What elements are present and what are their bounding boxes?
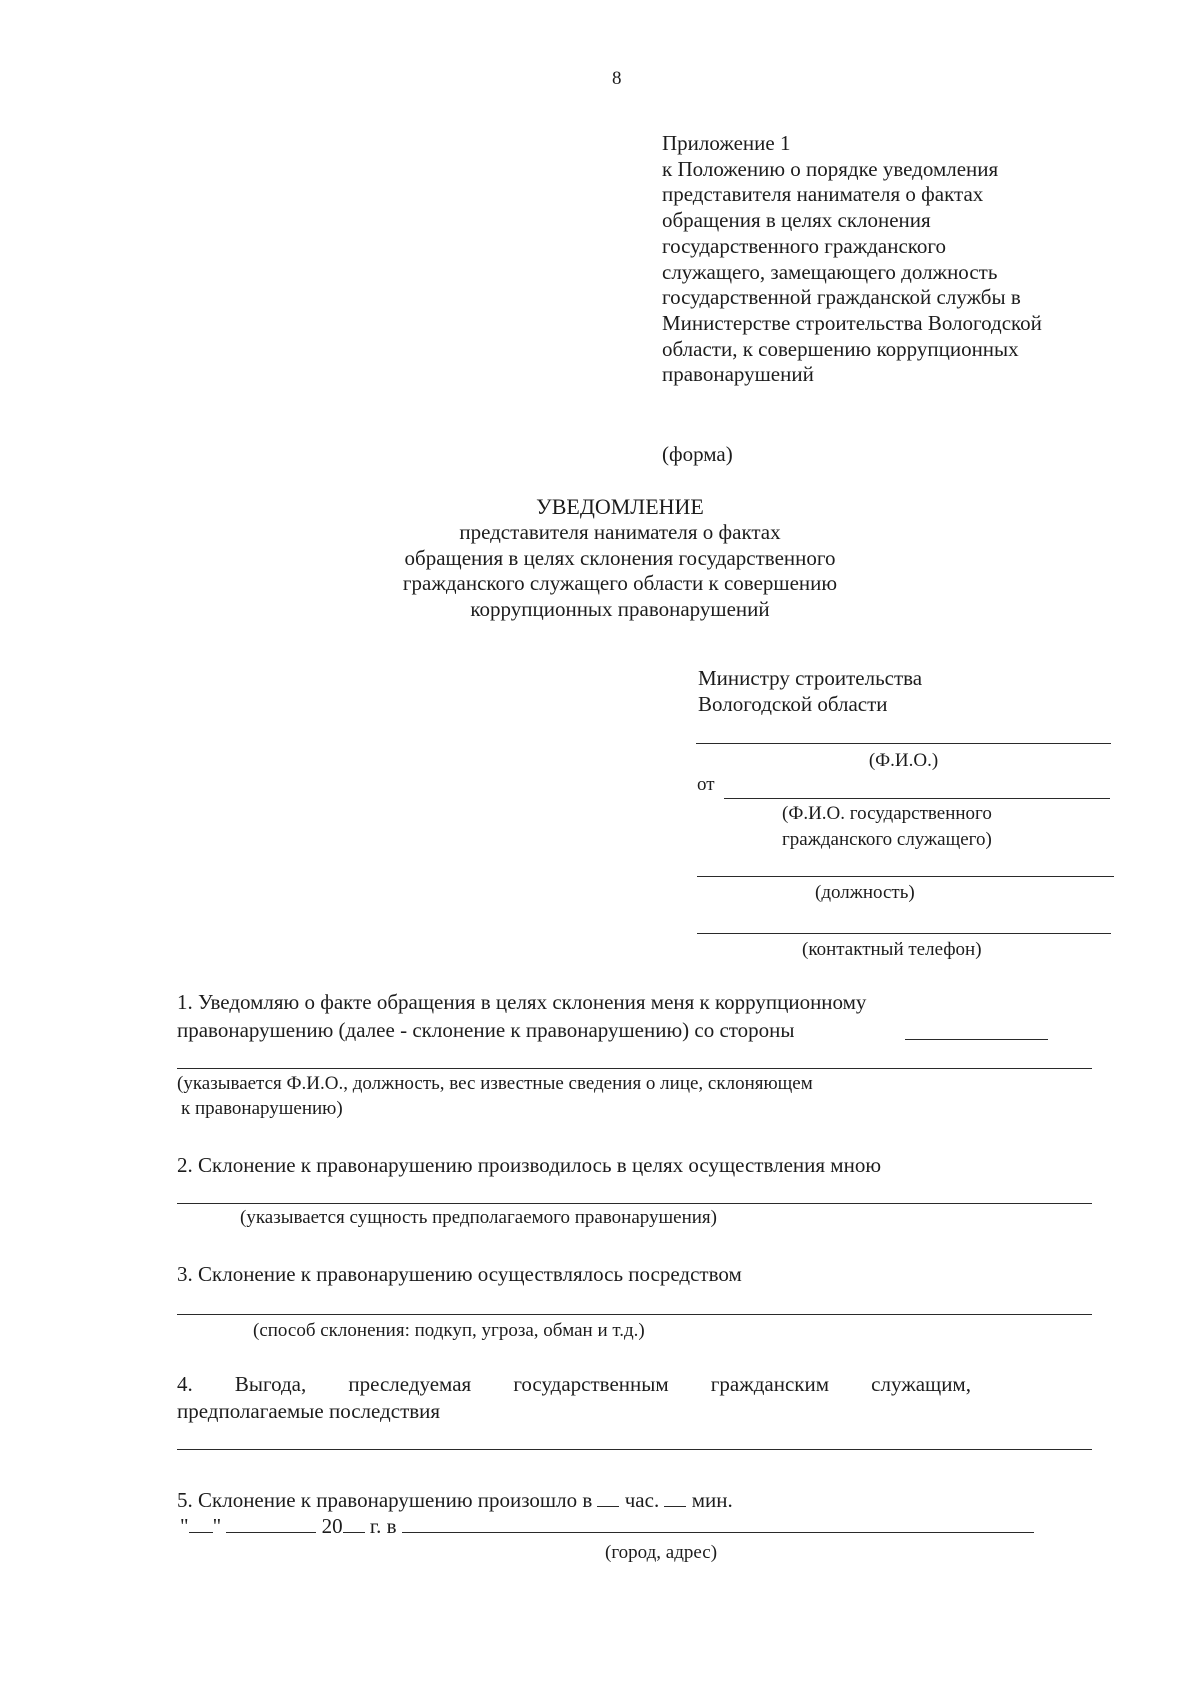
addressee [698, 665, 922, 717]
hour-label: час. [624, 1488, 660, 1512]
item4-field-line[interactable] [177, 1449, 1092, 1450]
item3-caption: (способ склонения: подкуп, угроза, обман и т.д.) [253, 1320, 645, 1341]
year-prefix: 20 [321, 1514, 343, 1538]
appendix-line: области, к совершению коррупционных [662, 336, 1019, 361]
document-title: УВЕДОМЛЕНИЕ [536, 494, 704, 519]
item3-line: 3. Склонение к правонарушению осуществлялось посредством [177, 1262, 742, 1286]
item2-line: 2. Склонение к правонарушению производилось в целях осуществления мною [177, 1153, 882, 1177]
place-caption: (город, адрес) [605, 1542, 718, 1563]
item2-field-line[interactable] [177, 1203, 1092, 1204]
item4-word: служащим, [871, 1372, 971, 1396]
item1-line2: правонарушению (далее - склонение к правонарушению) со стороны [177, 1018, 795, 1042]
day-field[interactable] [189, 1514, 213, 1533]
item4-line2: предполагаемые последствия [177, 1399, 441, 1423]
appendix-line: Министерстве строительства Вологодской [662, 310, 1042, 335]
item4-word: гражданским [710, 1372, 830, 1396]
from-caption-line: (Ф.И.О. государственного [782, 803, 992, 824]
appendix-line: государственного гражданского [662, 233, 947, 258]
item5-text: 5. Склонение к правонарушению произошло в [177, 1488, 593, 1512]
position-field-line[interactable] [697, 876, 1114, 877]
from-caption [782, 801, 992, 853]
phone-caption: (контактный телефон) [802, 939, 982, 960]
fio-caption: (Ф.И.О.) [868, 750, 939, 771]
minute-label: мин. [691, 1488, 733, 1512]
subtitle-line: гражданского служащего области к совершению [402, 571, 838, 595]
appendix-line: служащего, замещающего должность [662, 259, 998, 284]
page-number: 8 [612, 68, 622, 89]
hour-field[interactable] [597, 1488, 619, 1507]
appendix-title: Приложение 1 [662, 131, 791, 155]
appendix-line: представителя нанимателя о фактах [662, 182, 984, 207]
addressee-line: Вологодской области [698, 692, 888, 716]
appendix-line: правонарушений [662, 362, 814, 387]
from-caption-line: гражданского служащего) [782, 829, 992, 850]
year-field[interactable] [343, 1514, 365, 1533]
document-subtitle [300, 520, 940, 622]
from-field-line[interactable] [724, 798, 1110, 799]
item2-caption: (указывается сущность предполагаемого правонарушения) [240, 1207, 717, 1228]
subtitle-line: представителя нанимателя о фактах [459, 520, 781, 544]
quote-open: " [180, 1514, 189, 1538]
appendix-line: государственной гражданской службы в [662, 285, 1021, 310]
appendix-block [662, 131, 1042, 388]
item5-line [177, 1486, 733, 1514]
phone-field-line[interactable] [697, 933, 1111, 934]
item3-field-line[interactable] [177, 1314, 1092, 1315]
appendix-line: обращения в целях склонения [662, 208, 931, 233]
year-suffix: г. в [369, 1514, 397, 1538]
item4-word: 4. [177, 1372, 193, 1396]
item4-word: Выгода, [234, 1372, 307, 1396]
item1-caption [177, 1071, 813, 1121]
addressee-line: Министру строительства [698, 666, 923, 690]
item4-word: государственным [513, 1372, 669, 1396]
quote-close: " [212, 1514, 222, 1538]
item1-inline-field[interactable] [905, 1039, 1048, 1040]
item4-word: преследуемая [348, 1372, 472, 1396]
subtitle-line: коррупционных правонарушений [470, 596, 770, 621]
form-label: (форма) [662, 442, 733, 466]
item1-field-line[interactable] [177, 1068, 1092, 1069]
item1-caption-line: (указывается Ф.И.О., должность, вес известные сведения о лице, склоняющем [177, 1073, 813, 1094]
appendix-line: к Положению о порядке уведомления [662, 156, 999, 181]
item4-line1 [177, 1370, 971, 1398]
place-field[interactable] [402, 1514, 1034, 1533]
position-caption: (должность) [815, 882, 915, 903]
item1-caption-line: к правонарушению) [181, 1098, 343, 1119]
fio-field-line[interactable] [696, 743, 1111, 744]
month-field[interactable] [226, 1514, 316, 1533]
date-place-line [180, 1512, 1034, 1540]
from-label: от [697, 774, 715, 795]
item1-line1: 1. Уведомляю о факте обращения в целях склонения меня к коррупционному [177, 990, 867, 1014]
subtitle-line: обращения в целях склонения государственного [404, 545, 836, 570]
minute-field[interactable] [664, 1488, 686, 1507]
